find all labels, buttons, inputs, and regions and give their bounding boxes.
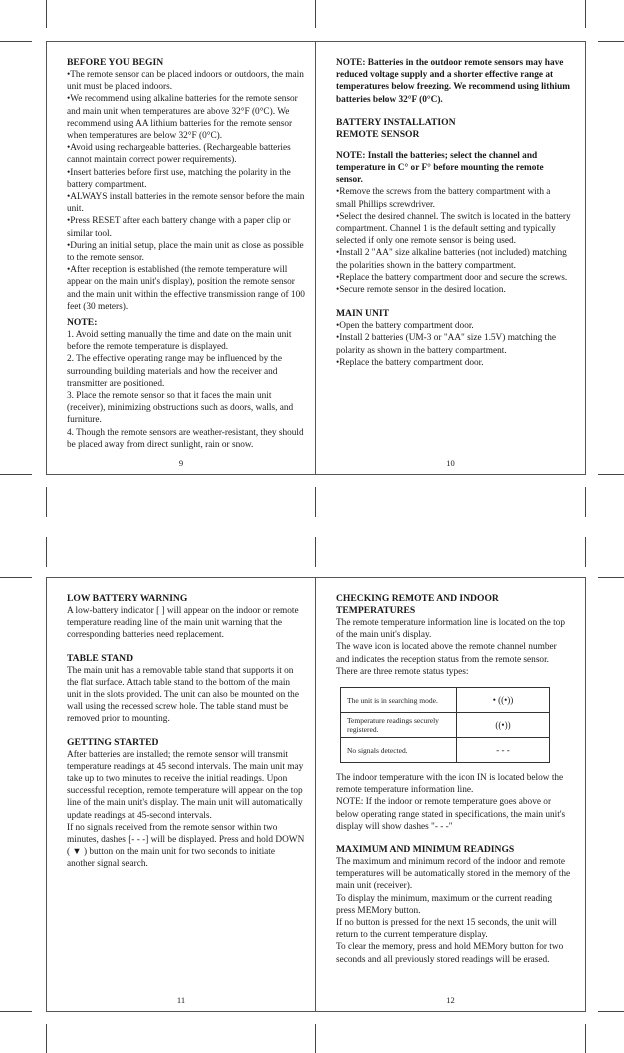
crop-mark (315, 0, 316, 28)
crop-mark (0, 577, 32, 578)
bullet-text: •ALWAYS install batteries in the remote sensor before the main unit. (67, 192, 305, 215)
section-heading: BEFORE YOU BEGIN (67, 57, 164, 68)
minmax-text: To display the minimum, maximum or the current reading press MEMory button. (336, 893, 552, 916)
note-text: 3. Place the remote sensor so that it faces the main unit (receiver), minimizing obstructions such as doors, walls, and furniture. (67, 391, 294, 426)
no-signal-dashes: - - - (457, 738, 550, 763)
page-12 (316, 578, 585, 1011)
bullet-text: •After reception is established (the remote temperature will appear on the main unit's display), position the remote sensor and the main unit within the effective transmission range of 100 feet (30 meters). (67, 265, 305, 312)
note-text: 4. Though the remote sensors are weather-resistant, they should be placed away from direct sunlight, rain or snow. (67, 427, 304, 450)
section-heading: LOW BATTERY WARNING (67, 593, 188, 604)
spread-top (46, 41, 586, 475)
crop-mark (46, 487, 47, 517)
page-number: 12 (446, 995, 455, 1005)
status-label: The unit is in searching mode. (341, 688, 457, 713)
bullet-text: •Secure remote sensor in the desired location. (336, 285, 506, 296)
section-heading: TABLE STAND (67, 652, 134, 664)
section-heading: MAIN UNIT (336, 308, 390, 320)
page-number: 11 (176, 995, 186, 1005)
table-row (341, 688, 550, 713)
crop-mark (0, 41, 32, 42)
crop-mark (598, 577, 624, 578)
status-label: Temperature readings securely registered. (341, 713, 457, 738)
bullet-text: •Press RESET after each battery change with a paper clip or similar tool. (67, 216, 291, 239)
page-11 (47, 578, 316, 1011)
page-9 (47, 42, 316, 474)
crop-mark (585, 487, 586, 517)
crop-mark (585, 1024, 586, 1053)
low-battery-text: A low-battery indicator [ ] will appear on the indoor or remote temperature reading line of the main unit warning that the corresponding batteries need replacement. (67, 606, 299, 641)
status-table (340, 687, 550, 763)
bullet-text: •During an initial setup, place the main unit as close as possible to the remote sensor. (67, 240, 304, 264)
check-text: The wave icon is located above the remote channel number and indicates the reception status from the remote sensor. (336, 642, 557, 665)
bullet-text: •Install 2 "AA" size alkaline batteries (not included) matching the polarities shown in the battery compartment. (336, 248, 567, 271)
crop-mark (0, 474, 32, 475)
check-text: There are three remote status types: (336, 666, 469, 677)
note-text: 1. Avoid setting manually the time and date on the main unit before the remote temperature is displayed. (67, 330, 292, 353)
crop-mark (598, 474, 624, 475)
indoor-text: The indoor temperature with the icon IN is located below the remote temperature information line. (336, 773, 564, 796)
status-label: No signals detected. (341, 738, 457, 763)
table-row (341, 738, 550, 763)
bullet-text: •Select the desired channel. The switch is located in the battery compartment. Channel 1 is the default setting and typically selected if only one remote sensor is being used. (336, 211, 571, 247)
crop-mark (598, 41, 624, 42)
crop-mark (585, 537, 586, 567)
bullet-text: •Replace the battery compartment door and secure the screws. (336, 272, 568, 283)
crop-mark (46, 537, 47, 567)
crop-mark (598, 1011, 624, 1012)
getting-started-text: If no signals received from the remote sensor within two minutes, dashes [- - -] will be displayed. Press and hold DOWN ( ▼ ) button on the main unit for two seconds to initiate another signal search. (67, 822, 305, 870)
crop-mark (46, 0, 47, 28)
crop-mark (315, 1024, 316, 1053)
page-number: 10 (446, 458, 455, 468)
check-text: The remote temperature information line is located on the top of the main unit's display. (336, 618, 565, 641)
indoor-note: NOTE: If the indoor or remote temperature goes above or below operating range stated in specifications, the main unit's display will show dashes "- - -" (336, 797, 566, 832)
page-number: 9 (178, 458, 184, 468)
getting-started-text: After batteries are installed; the remote sensor will transmit temperature readings at 45 second intervals. The main unit may take up to two minutes to receive the initial readings. Upon successful reception, remote temperature will appear on the top line of the main unit's display. The main unit will automatically update readings at 45-second intervals. (67, 749, 304, 821)
note-heading: NOTE: (67, 317, 98, 329)
bullet-text: •The remote sensor can be placed indoors or outdoors, the main unit must be placed indoors. (67, 70, 304, 93)
section-heading: GETTING STARTED (67, 736, 159, 748)
crop-mark (585, 0, 586, 28)
wave-registered-icon: ((•)) (457, 713, 550, 738)
bullet-text: •Remove the screws from the battery compartment with a small Phillips screwdriver. (336, 187, 551, 210)
bullet-text: •Insert batteries before first use, matching the polarity in the battery compartment. (67, 167, 291, 190)
table-row (341, 713, 550, 738)
section-heading: MAXIMUM AND MINIMUM READINGS (336, 844, 515, 856)
bullet-text: •Avoid using rechargeable batteries. (Rechargeable batteries cannot maintain correct power requirements). (67, 143, 291, 166)
crop-mark (46, 1024, 47, 1053)
section-subheading: REMOTE SENSOR (336, 128, 420, 140)
note-text: 2. The effective operating range may be influenced by the surrounding building materials and how the receiver and transmitter are positioned. (67, 354, 282, 389)
bullet-text: •We recommend using alkaline batteries for the remote sensor and main unit when temperatures are above 32°F (0°C). We recommend using AA lithium batteries for the remote sensor when temperatures are below 32°F (0°C). (67, 94, 298, 142)
section-heading: BATTERY INSTALLATION (336, 116, 456, 128)
crop-mark (315, 537, 316, 567)
wave-searching-icon: • ((•)) (457, 688, 550, 713)
minmax-text: To clear the memory, press and hold MEMory button for two seconds and all previously stored readings will be erased. (336, 942, 564, 965)
battery-note: NOTE: Batteries in the outdoor remote sensors may have reduced voltage supply and a shorter effective range at temperatures below freezing. We recommend using lithium batteries below 32°F (0°C). (336, 58, 571, 105)
crop-mark (0, 1011, 32, 1012)
bullet-text: •Replace the battery compartment door. (336, 357, 484, 368)
bullet-text: •Open the battery compartment door. (336, 321, 474, 332)
minmax-text: If no button is pressed for the next 15 seconds, the unit will return to the current temperature display. (336, 918, 557, 941)
minmax-text: The maximum and minimum record of the indoor and remote temperatures will be automatically stored in the memory of the main unit (receiver). (336, 857, 571, 892)
install-note: NOTE: Install the batteries; select the channel and temperature in C° or F° before mounting the remote sensor. (336, 150, 544, 186)
spread-bottom (46, 577, 586, 1012)
crop-mark (315, 487, 316, 517)
bullet-text: •Install 2 batteries (UM-3 or "AA" size 1.5V) matching the polarity as shown in the battery compartment. (336, 333, 556, 356)
section-heading: CHECKING REMOTE AND INDOOR TEMPERATURES (336, 593, 499, 616)
table-stand-text: The main unit has a removable table stand that supports it on the flat surface. Attach table stand to the bottom of the main unit in the slots provided. The unit can also be mounted on the wall using the recessed screw hole. The table stand must be removed prior to mounting. (67, 665, 299, 725)
page-10 (316, 42, 585, 474)
